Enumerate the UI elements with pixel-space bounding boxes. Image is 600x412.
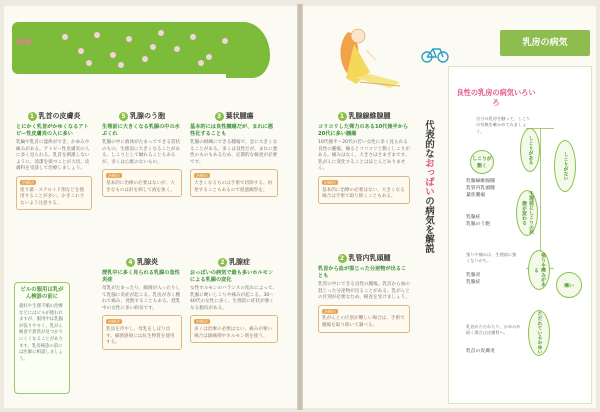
- treatment-note: [102, 315, 182, 349]
- treatment-note: [190, 169, 278, 197]
- fairy-illustration: ✿❀: [16, 37, 33, 48]
- treatment-note: [318, 305, 410, 333]
- sidebox-body: 避妊や生理不順の治療などにはピルが使われますが、服用中は乳腺が張りやすく、乳がん検査で異常が見つかりにくくなることがあります。乳房検診の前には医師に相談しましょう。: [19, 304, 63, 362]
- note-text: 塗り薬・ステロイド剤などを使用することが多い。かきこわさないよう注意する。: [20, 187, 85, 206]
- note-text: 乳がんとの区別が難しい場合は、手術で腫瘍を取り除いて調べる。: [322, 316, 405, 328]
- article-title: 5 乳腺のう胞: [102, 112, 182, 121]
- group3-list: 乳腺炎 乳腺症: [466, 273, 481, 285]
- number-badge: 2: [338, 254, 347, 263]
- flow-connector: [540, 128, 541, 268]
- group1-list: 乳腺線維腺腫 乳管内乳頭腫 葉状腫瘍: [466, 179, 495, 198]
- pill-sidebox: [14, 282, 70, 394]
- number-badge: 1: [28, 112, 37, 121]
- group4-note: 乳首がただれたり、かゆみが続く場合は皮膚科へ。: [466, 324, 521, 336]
- group4-list: 乳首の皮膚炎: [466, 349, 495, 354]
- note-tag: 治療法: [324, 308, 336, 314]
- treatment-note: [318, 176, 410, 204]
- article-title: 4 乳腺炎: [102, 258, 182, 267]
- article-body: 女性ホルモンのバランスの乱れによって、乳腺に硬いしこりや痛みが起こる。30〜40代の女性に多く、生理前に症状が強くなる傾向がある。: [190, 286, 278, 311]
- flow-intro: 自分の乳房を触って、しこりの有無を確かめてみましょう。: [476, 116, 531, 134]
- article-title: 1 乳首の皮膚炎: [16, 112, 92, 121]
- note-tag: 治療法: [196, 173, 208, 179]
- note-text: 大きくなるものは手術で切除する。再発することもあるので経過観察を。: [194, 180, 273, 193]
- note-text: 乳房を冷やし、母乳をしぼり出す。細菌感染には抗生物質を使用する。: [106, 326, 175, 346]
- article-body: 乳腺の組織にできる腫瘍で、急に大きくなることがある。多くは良性だが、まれに悪性のものもあるため、定期的な検査が必要です。: [190, 140, 278, 165]
- article-title: 2 乳腺症: [190, 258, 278, 267]
- article-lead: おっぱいの病気で最も多いホルモンによる乳腺の変化: [190, 270, 274, 283]
- group2-circle: 生理前にしこりの状態が変わる: [516, 190, 538, 236]
- article-column-right-2: [318, 254, 410, 333]
- note-text: 多くは治療の必要はない。痛みが強い場合は鎮痛剤やホルモン剤を使う。: [194, 326, 273, 339]
- article-lead: コリコリした弾力のある10代後半から20代に多い腫瘍: [318, 124, 409, 137]
- note-tag: 治療法: [22, 179, 34, 185]
- sidebox-title: ピルの服用は乳がん検診の前に: [20, 287, 64, 300]
- treatment-note: [16, 176, 92, 210]
- note-text: 基本的に治療の必要はない。大きくなる場合は手術で取り除くこともある。: [322, 187, 405, 200]
- article-column-2: [102, 112, 182, 197]
- article-title: 1 乳腺線維腺腫: [318, 112, 410, 121]
- number-badge: 2: [218, 258, 227, 267]
- branch-yes-node: しこりがある: [520, 128, 540, 172]
- article-lead: 基本的には良性腫瘍だが、まれに悪性化することも: [190, 124, 274, 137]
- number-badge: 5: [119, 112, 128, 121]
- group1-circle: しこりが動く: [470, 150, 494, 174]
- group4-pain-circle: 痛い: [556, 272, 582, 298]
- article-lead: 授乳中に多く見られる乳腺の急性炎症: [102, 270, 180, 283]
- note-tag: 治療法: [108, 319, 120, 325]
- panel-title: 良性の乳房の病気いろいろ: [456, 88, 536, 107]
- number-badge: 4: [126, 258, 135, 267]
- note-tag: 治療法: [196, 319, 208, 325]
- branch-no-node: しこりがない: [554, 140, 576, 192]
- article-body: 母乳がたまったり、細菌が入ったりして乳腺に炎症が起こる。乳房が赤く腫れて痛み、発熱することもある。授乳中の女性に多い病気です。: [102, 286, 181, 311]
- article-body: 乳管の中にできる良性の腫瘍。乳首から血の混じった分泌物が出ることがある。乳がんとの区別が必要なため、検査を受けましょう。: [318, 282, 410, 301]
- article-lead: 生理前に大きくなる乳腺の中の水ぶくれ: [102, 124, 180, 137]
- article-lead: 乳首から血が混じった分泌物が出ることも: [318, 266, 407, 279]
- bicycle-icon: [420, 44, 450, 64]
- vertical-title: 代表的なおっぱいの病気を解説: [423, 120, 434, 253]
- group4-circle: ただれているかゆい: [528, 310, 550, 356]
- flower-dots-decoration: [58, 28, 238, 70]
- article-body: 10代後半〜20代の若い女性に多く見られる良性の腫瘍。触るとコリコリと動くしこりがある。痛みはなく、大きさはさまざまです。乳がんに変化することはほとんどありません。: [318, 140, 410, 172]
- article-body: 乳輪や乳首に湿疹ができ、かゆみや痛みがある。アトピー性皮膚炎の人に多く見られる。乳首を刺激しないように、清潔を保つことが大切。皮膚科を受診して治療しましょう。: [16, 140, 90, 172]
- article-body: 乳腺の中に液体がたまってできる袋状のもの。生理前に大きくなることがある。しこりとして触れることもあるが、多くは心配のないもの。: [102, 140, 181, 165]
- treatment-note: [102, 169, 182, 197]
- section-header: 乳房の病気: [500, 30, 590, 56]
- group3-circle: 張りや痛みがある: [528, 250, 550, 290]
- group3-note: 張りや痛みは、生理前に強くなりがち。: [466, 252, 517, 264]
- number-badge: 1: [338, 112, 347, 121]
- group2-list: 乳腺症 乳腺のう胞: [466, 215, 490, 227]
- article-column-5: [190, 258, 278, 343]
- article-column-right-1: [318, 112, 410, 204]
- article-title: 3 葉状腫瘍: [190, 112, 278, 121]
- article-column-3: [190, 112, 278, 197]
- number-badge: 3: [215, 112, 224, 121]
- note-tag: 治療法: [324, 179, 336, 185]
- note-tag: 治療法: [108, 173, 120, 179]
- article-title: 2 乳管内乳頭腫: [318, 254, 410, 263]
- note-text: 基本的に治療の必要はないが、大きなものは針を刺して液を抜く。: [106, 180, 175, 193]
- article-column-4: [102, 258, 182, 350]
- article-column-1: [16, 112, 92, 210]
- article-lead: とにかく乳首がかゆくなるアトピー性皮膚炎の人に多い: [16, 124, 89, 137]
- treatment-note: [190, 315, 278, 343]
